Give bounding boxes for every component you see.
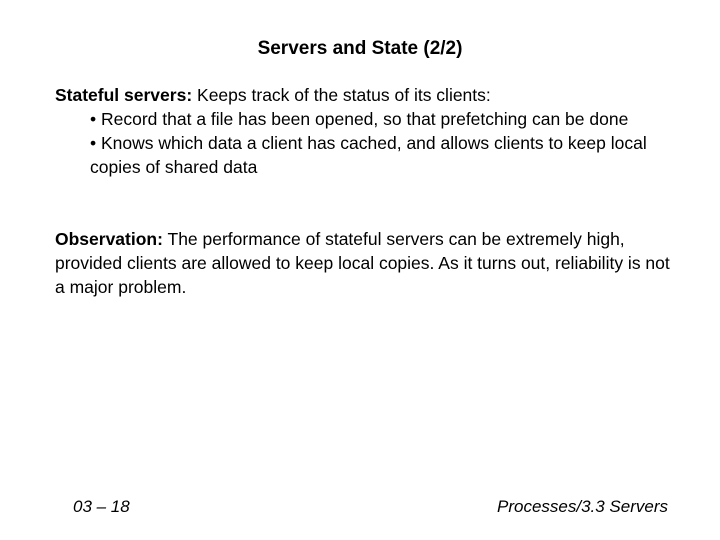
bullet-item-record: • Record that a file has been opened, so that prefetching can be done bbox=[90, 109, 629, 129]
observation-block bbox=[55, 227, 675, 299]
observation-term: Observation: bbox=[55, 229, 163, 249]
observation-text: The performance of stateful servers can be extremely high, provided clients are allowed to keep local copies. As it turns out, reliability is not a major problem. bbox=[55, 229, 670, 297]
stateful-text: Keeps track of the status of its clients: bbox=[192, 85, 491, 105]
bullet-item-cache: • Knows which data a client has cached, and allows clients to keep local copies of shared data bbox=[90, 133, 647, 177]
stateful-servers-block bbox=[55, 83, 675, 179]
stateful-intro-line bbox=[55, 83, 675, 107]
section-label: Processes/3.3 Servers bbox=[496, 497, 668, 516]
stateful-term: Stateful servers: bbox=[55, 85, 193, 105]
slide-title: Servers and State (2/2) bbox=[257, 38, 463, 59]
slide-number: 03 – 18 bbox=[73, 497, 130, 516]
